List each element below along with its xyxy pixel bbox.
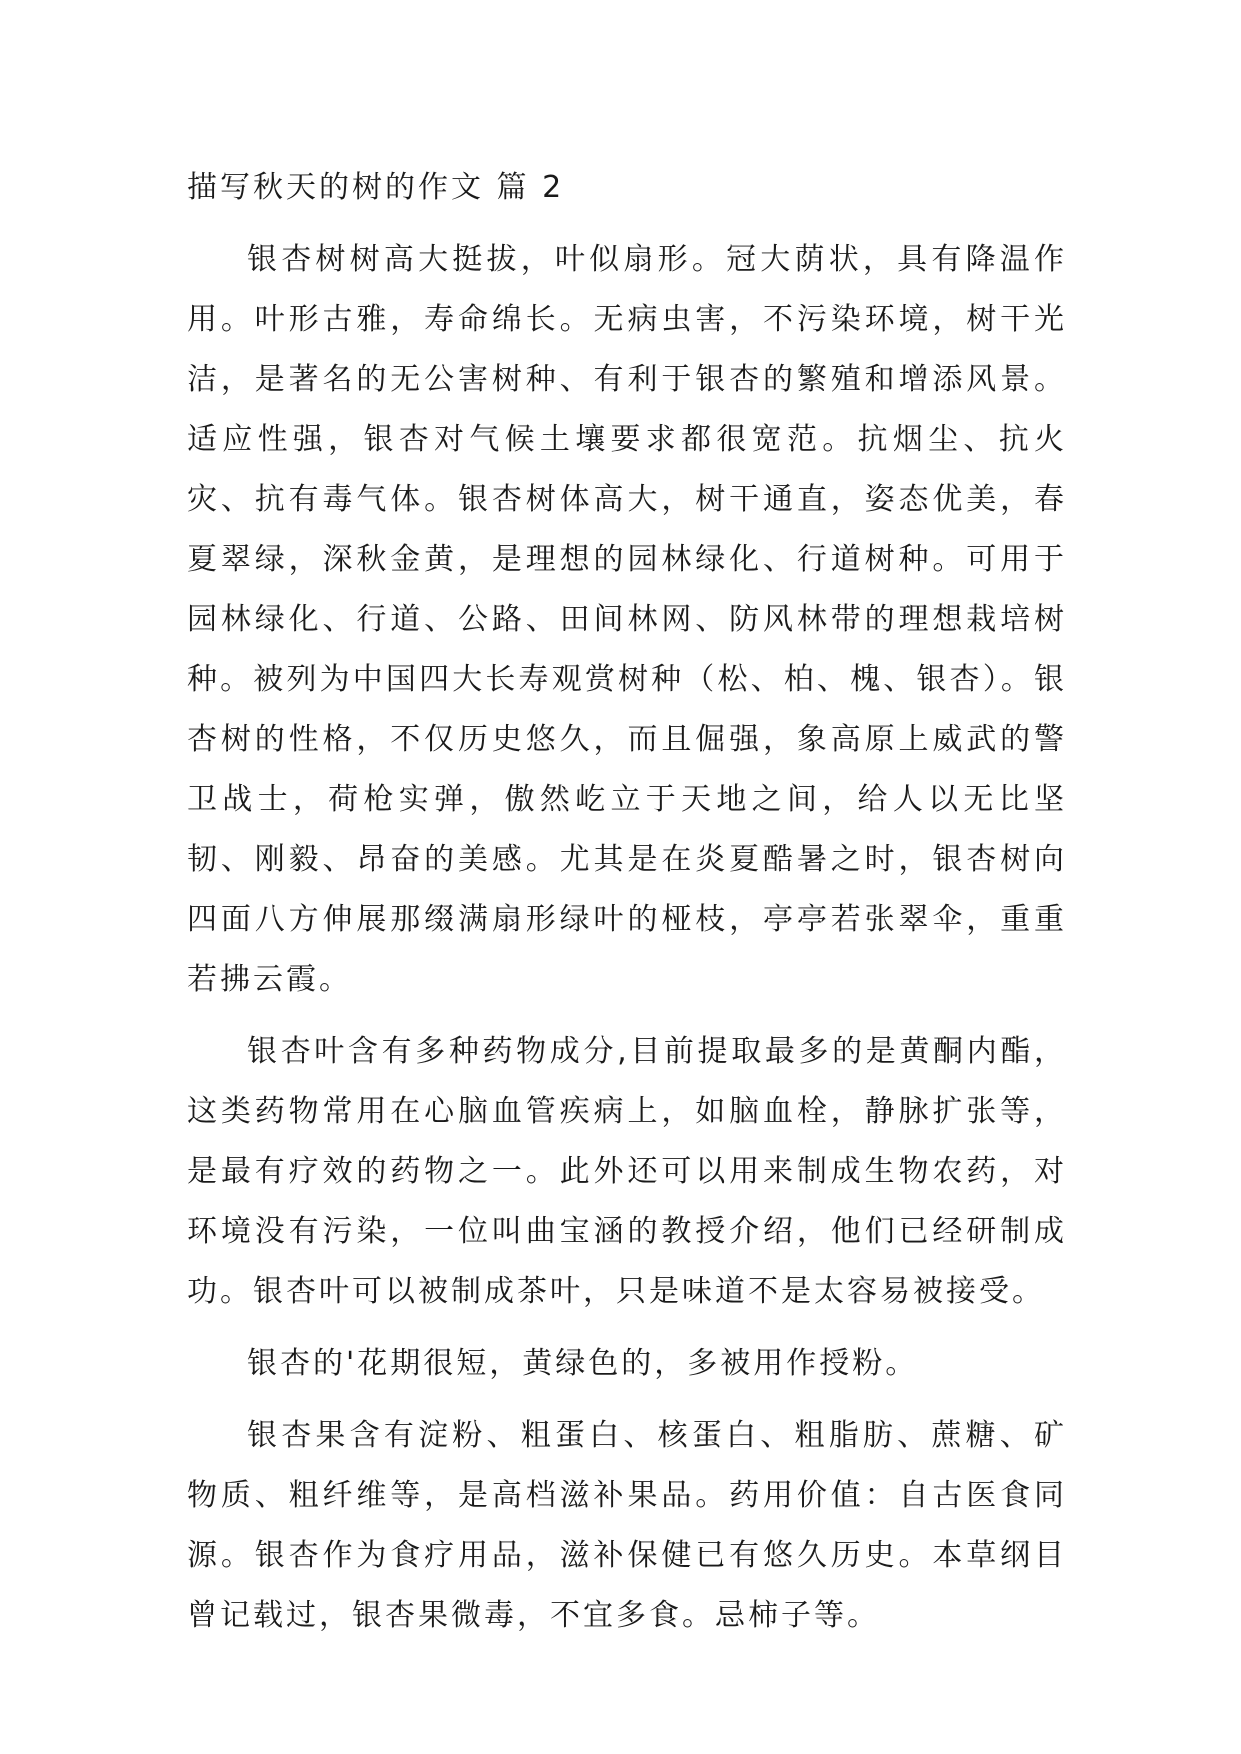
document-body (187, 158, 1067, 1646)
document-title: 描写秋天的树的作文 篇 2 (187, 170, 565, 205)
paragraph-3: 银杏的'花期很短，黄绿色的，多被用作授粉。 (247, 1346, 919, 1381)
paragraph-1: 银杏树树高大挺拔，叶似扇形。冠大荫状，具有降温作用。叶形古雅，寿命绵长。无病虫害，不污染环境，树干光洁，是著名的无公害树种、有利于银杏的繁殖和增添风景。适应性强，银杏对气候土壤要求都很宽范。抗烟尘、抗火灾、抗有毒气体。银杏树体高大，树干通直，姿态优美，春夏翠绿，深秋金黄，是理想的园林绿化、行道树种。可用于园林绿化、行道、公路、田间林网、防风林带的理想栽培树种。被列为中国四大长寿观赏树种（松、柏、槐、银杏）。银杏树的性格，不仅历史悠久，而且倔强，象高原上威武的警卫战士，荷枪实弹，傲然屹立于天地之间，给人以无比坚韧、刚毅、昂奋的美感。尤其是在炎夏酷暑之时，银杏树向四面八方伸展那缀满扇形绿叶的桠枝，亭亭若张翠伞，重重若拂云霞。 (187, 242, 1067, 997)
paragraph-2: 银杏叶含有多种药物成分,目前提取最多的是黄酮内酯，这类药物常用在心脑血管疾病上，如脑血栓，静脉扩张等，是最有疗效的药物之一。此外还可以用来制成生物农药，对环境没有污染，一位叫曲宝涵的教授介绍，他们已经研制成功。银杏叶可以被制成茶叶，只是味道不是太容易被接受。 (187, 1034, 1067, 1309)
paragraph-4: 银杏果含有淀粉、粗蛋白、核蛋白、粗脂肪、蔗糖、矿物质、粗纤维等，是高档滋补果品。药用价值：自古医食同源。银杏作为食疗用品，滋补保健已有悠久历史。本草纲目曾记载过，银杏果微毒，不宜多食。忌柿子等。 (187, 1418, 1067, 1633)
